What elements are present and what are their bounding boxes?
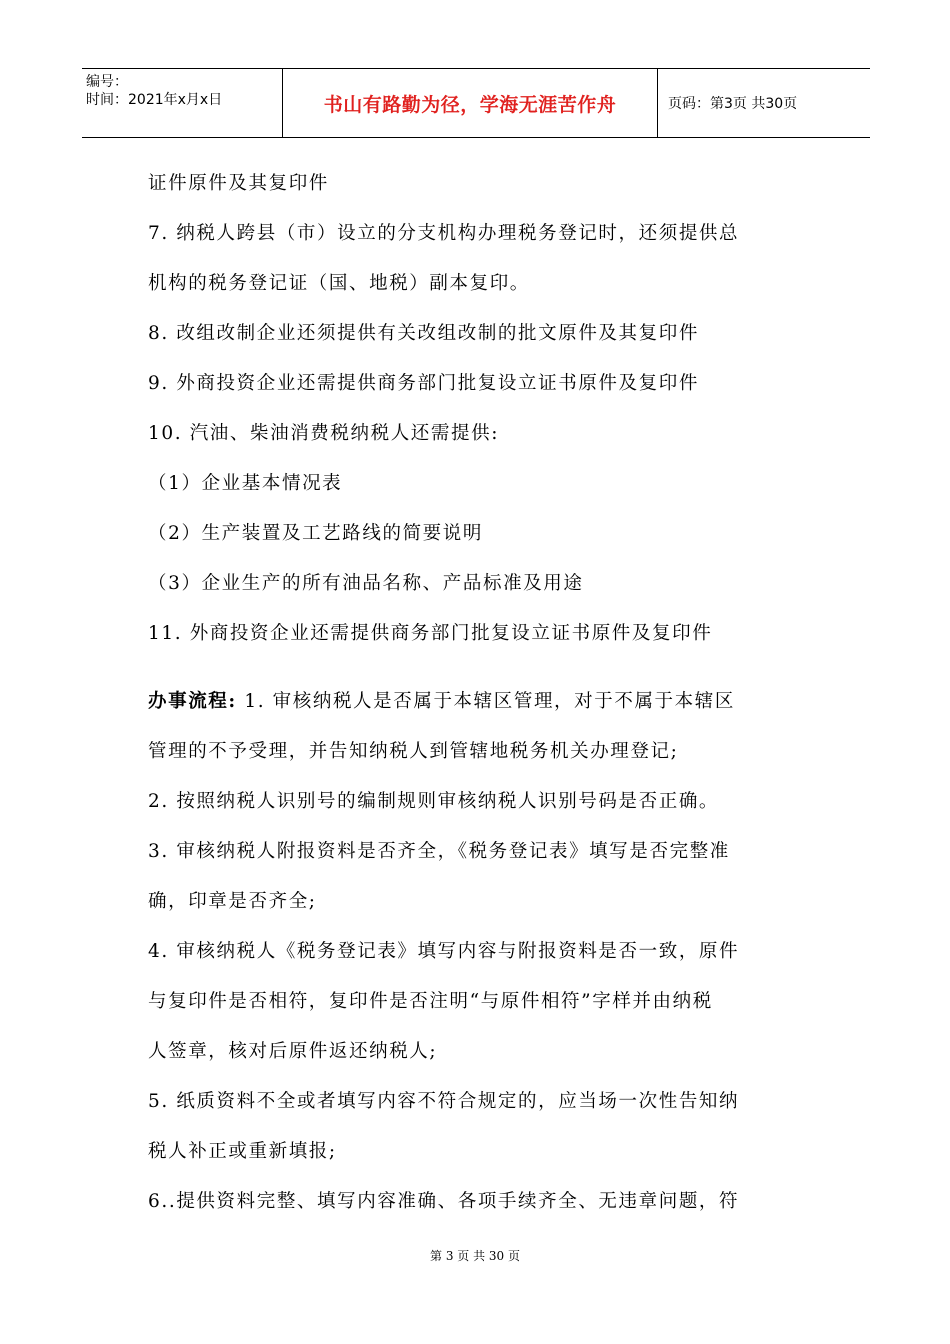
process-line: 管理的不予受理，并告知纳税人到管辖地税务机关办理登记;	[148, 741, 679, 762]
process-line: 确，印章是否齐全;	[148, 891, 317, 912]
header-motto: 书山有路勤为径，学海无涯苦作舟	[282, 69, 658, 137]
document-body	[148, 166, 808, 1234]
process-label: 办事流程:	[148, 691, 237, 712]
page-footer: 第 3 页 共 30 页	[430, 1249, 520, 1263]
process-line: 3. 审核纳税人附报资料是否齐全，《税务登记表》填写是否完整准	[148, 841, 730, 862]
body-line: 10. 汽油、柴油消费税纳税人还需提供:	[148, 423, 500, 444]
process-line: 2. 按照纳税人识别号的编制规则审核纳税人识别号码是否正确。	[148, 791, 720, 812]
body-line: 11. 外商投资企业还需提供商务部门批复设立证书原件及复印件	[148, 623, 713, 644]
body-line: 8. 改组改制企业还须提供有关改组改制的批文原件及其复印件	[148, 323, 699, 344]
date-label: 时间：2021年x月x日	[86, 92, 223, 108]
body-line: 9. 外商投资企业还需提供商务部门批复设立证书原件及复印件	[148, 373, 699, 394]
body-line: 机构的税务登记证（国、地税）副本复印。	[148, 273, 530, 294]
process-line: 人签章，核对后原件返还纳税人;	[148, 1041, 438, 1062]
page-header	[82, 68, 870, 138]
body-line: 7. 纳税人跨县（市）设立的分支机构办理税务登记时，还须提供总	[148, 223, 740, 244]
body-line: （1）企业基本情况表	[148, 473, 343, 494]
body-line: 证件原件及其复印件	[148, 173, 329, 194]
process-line: 税人补正或重新填报;	[148, 1141, 337, 1162]
process-line: 与复印件是否相符，复印件是否注明“与原件相符”字样并由纳税	[148, 991, 713, 1012]
body-line: （3）企业生产的所有油品名称、产品标准及用途	[148, 573, 584, 594]
body-line: （2）生产装置及工艺路线的简要说明	[148, 523, 483, 544]
number-label: 编号：	[86, 74, 128, 90]
header-meta	[82, 69, 282, 137]
process-first-line	[148, 684, 808, 720]
process-line: 5. 纸质资料不全或者填写内容不符合规定的，应当场一次性告知纳	[148, 1091, 740, 1112]
header-page-info: 页码：第3页 共30页	[668, 96, 798, 112]
process-line: 6..提供资料完整、填写内容准确、各项手续齐全、无违章问题，符	[148, 1191, 740, 1212]
process-first-text: 1. 审核纳税人是否属于本辖区管理，对于不属于本辖区	[236, 691, 735, 712]
process-line: 4. 审核纳税人《税务登记表》填写内容与附报资料是否一致，原件	[148, 941, 740, 962]
